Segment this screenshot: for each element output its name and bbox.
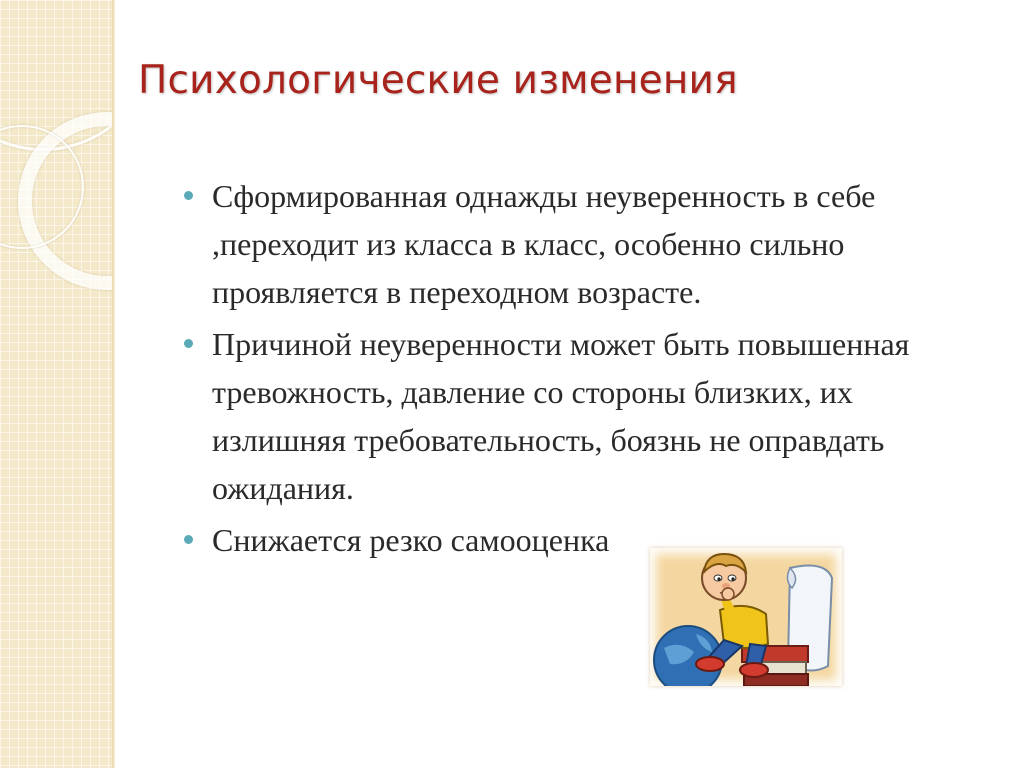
bullet-icon [184,535,193,544]
side-panel-edge [112,0,115,768]
bullet-list [182,172,972,568]
thinking-boy-illustration [650,548,842,686]
bullet-icon [184,191,193,200]
bullet-item [182,172,972,316]
bullet-text: Снижается резко самооценка [212,522,610,558]
bullet-item [182,320,972,512]
boy-drawing [650,548,842,686]
decorative-side-panel [0,0,112,768]
bullet-text: Причиной неуверенности может быть повышенная тревожность, давление со стороны близких, их излишняя требовательность, боязнь не оправдать ожидания. [212,326,910,506]
bullet-item [182,516,972,564]
bullet-icon [184,339,193,348]
bullet-text: Сформированная однажды неуверенность в себе ,переходит из класса в класс, особенно сильно проявляется в переходном возрасте. [212,178,876,310]
slide-title: Психологические изменения [138,58,738,103]
